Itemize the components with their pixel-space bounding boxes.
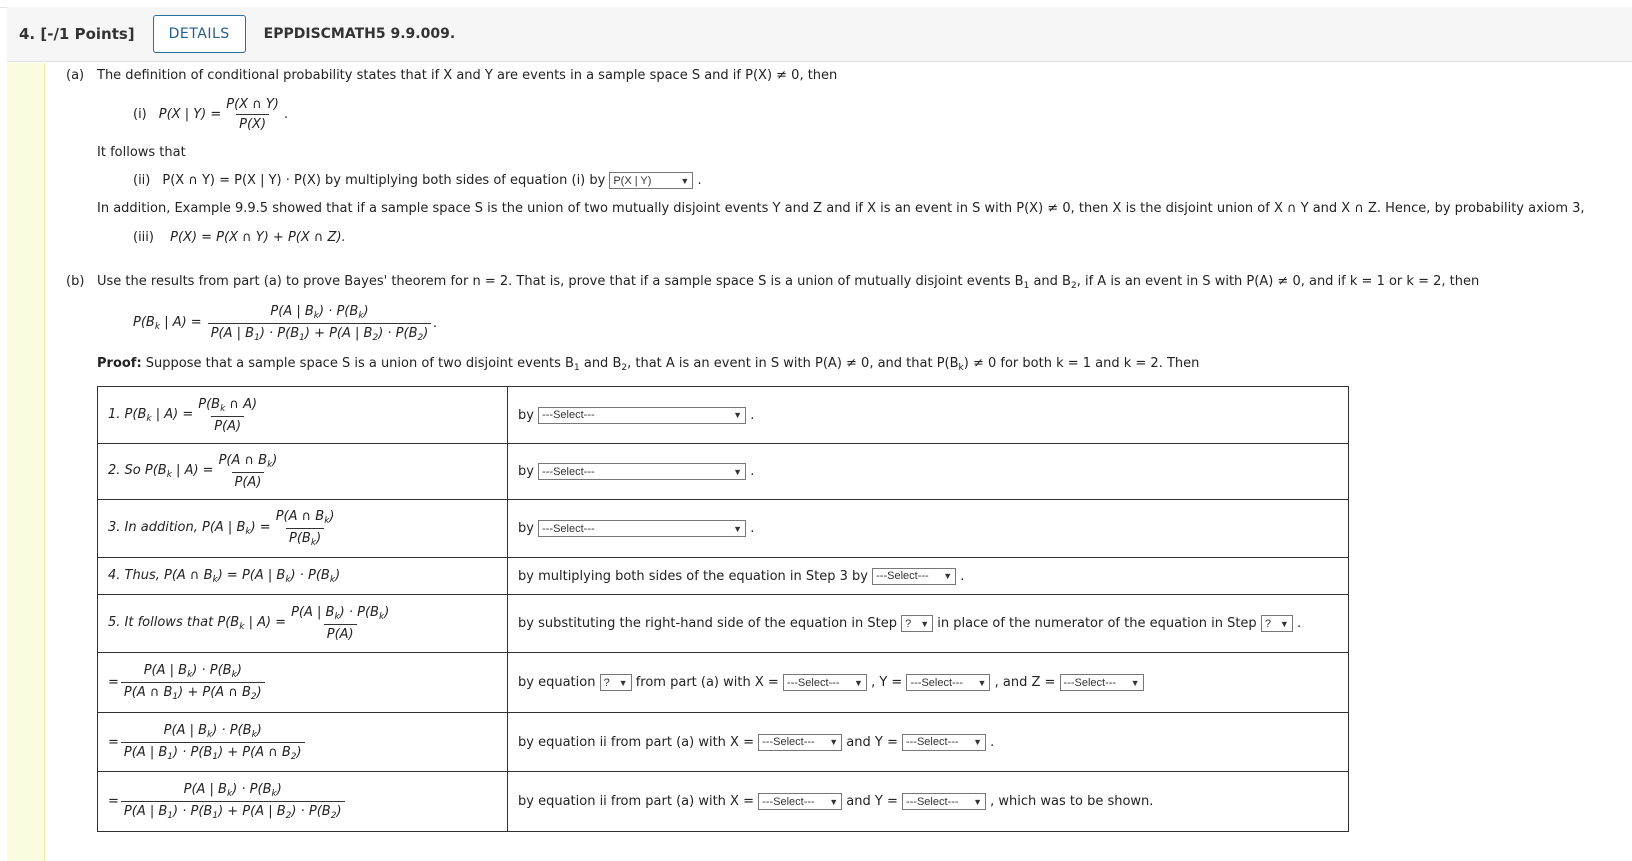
bayes-lhs: $P(B_k$ | A) =: [133, 315, 202, 332]
details-button[interactable]: DETAILS: [153, 15, 246, 53]
step-1-select[interactable]: ---Select--- ▼: [538, 407, 746, 424]
chevron-down-icon: ▼: [829, 796, 839, 807]
step-6-reason: by equation ? ▼ from part (a) with X = ---Select--- ▼ , Y = ---Select--- ▼ , and Z = ---Select--- ▼: [508, 653, 1349, 713]
equation-ii-text: P(X ∩ Y) = P(X | Y) · P(X) by multiplying both sides of equation (i) by: [162, 173, 606, 188]
chevron-down-icon: ▼: [733, 466, 743, 477]
proof-statement: Proof: Suppose that a sample space S is a union of two disjoint events $B_1$ and $B_2$, that A is an event in S with P(A) ≠ 0, and that $P(B_k) \ne 0$ for both k = 1 and k = 2. Then: [97, 356, 1200, 373]
chevron-down-icon: ▼: [1130, 677, 1140, 688]
chevron-down-icon: ▼: [618, 677, 628, 688]
chevron-down-icon: ▼: [973, 737, 982, 747]
step-1-statement: 1. $P(B_k$ | A) = $\frac{P(B_k \cap A)}{P(A)}$: [98, 387, 508, 444]
equation-iii-text: P(X) = P(X ∩ Y) + P(X ∩ Z).: [170, 230, 346, 245]
equation-ii-label: (ii): [133, 173, 151, 188]
equation-i: (i) P(X | Y) = $\frac{P(X \cap Y)}{P(X)}$ .: [133, 97, 289, 132]
step-6-equation-select[interactable]: ? ▼: [600, 674, 632, 691]
equation-i-numerator: P(X ∩ Y): [226, 97, 279, 112]
step-3-reason: by ---Select--- ▼ .: [508, 500, 1349, 558]
chevron-down-icon: ▼: [854, 677, 863, 688]
equation-i-label: (i): [133, 107, 147, 122]
table-row: [98, 500, 1349, 558]
table-row: [98, 595, 1349, 653]
step-7-reason: by equation ii from part (a) with X = ---Select--- ▼ and Y = ---Select--- ▼ .: [508, 713, 1349, 772]
bayes-fraction: $\frac{P(A | B_k) \cdot P(B_k)}{P(A | B_1) \cdot P(B_1) + P(A | B_2) \cdot P(B_2)}$: [208, 304, 432, 343]
table-row: [98, 558, 1349, 595]
follows-text: It follows that: [97, 145, 186, 160]
question-number: 4. [-/1 Points]: [19, 25, 135, 43]
question-id: EPPDISCMATH5 9.9.009.: [263, 26, 456, 42]
step-6-x-select[interactable]: ---Select--- ▼: [783, 674, 867, 691]
table-row: [98, 772, 1349, 832]
step-4-reason: by multiplying both sides of the equation in Step 3 by ---Select--- ▼ .: [508, 558, 1349, 595]
chevron-down-icon: ▼: [1279, 618, 1289, 629]
table-row: [98, 387, 1349, 444]
table-row: [98, 713, 1349, 772]
chevron-down-icon: ▼: [680, 175, 690, 186]
chevron-down-icon: ▼: [829, 737, 839, 747]
step-2-reason: by ---Select--- ▼ .: [508, 444, 1349, 500]
step-7-y-select[interactable]: ---Select--- ▼: [902, 734, 986, 751]
step-3-select[interactable]: ---Select--- ▼: [538, 520, 746, 537]
step-5-statement: 5. It follows that $P(B_k$ | A) = $\frac{P(A | B_k) \cdot P(B_k)}{P(A)}$: [98, 595, 508, 653]
addition-text: In addition, Example 9.9.5 showed that if a sample space S is the union of two mutually disjoint events Y and Z and if X is an event in S with P(X) ≠ 0, then X is the disjoint union of X ∩ Y and X ∩ Z. Hence, by probability axiom 3,: [97, 201, 1585, 216]
table-row: [98, 653, 1349, 713]
part-a-intro: The definition of conditional probability states that if X and Y are events in a sample space S and if P(X) ≠ 0, then: [97, 68, 838, 83]
equation-ii-select[interactable]: P(X | Y) ▼: [609, 172, 693, 189]
step-8-x-select[interactable]: ---Select--- ▼: [758, 793, 842, 810]
equation-i-denominator: P(X): [236, 114, 269, 132]
chevron-down-icon: ▼: [733, 523, 743, 534]
part-b-intro: Use the results from part (a) to prove Bayes' theorem for n = 2. That is, prove that if a sample space S is a union of mutually disjoint events $B_1$ and $B_2$, if A is an event in S with P(A) ≠ 0, and if k = 1 or k = 2, then: [97, 274, 1480, 291]
step-8-y-select[interactable]: ---Select--- ▼: [902, 793, 986, 810]
chevron-down-icon: ▼: [943, 571, 953, 581]
equation-iii-label: (iii): [133, 230, 154, 245]
part-a-label: (a): [66, 68, 85, 83]
step-5-reason: by substituting the right-hand side of the equation in Step ? ▼ in place of the numerator of the equation in Step ? ▼ .: [508, 595, 1349, 653]
step-7-statement: = $\frac{P(A | B_k) \cdot P(B_k)}{P(A | B_1) \cdot P(B_1) + P(A \cap B_2)}$: [98, 713, 508, 772]
equation-iii: [133, 230, 346, 245]
step-2-select[interactable]: ---Select--- ▼: [538, 463, 746, 480]
table-row: [98, 444, 1349, 500]
step-6-y-select[interactable]: ---Select--- ▼: [906, 674, 990, 691]
chevron-down-icon: ▼: [973, 796, 982, 807]
step-3-statement: 3. In addition, P(A | $B_k$) = $\frac{P(A \cap B_k)}{P(B_k)}$: [98, 500, 508, 558]
proof-table: [97, 386, 1349, 832]
equation-i-lhs: P(X | Y) =: [158, 107, 222, 122]
step-1-reason: by ---Select--- ▼ .: [508, 387, 1349, 444]
step-8-statement: = $\frac{P(A | B_k) \cdot P(B_k)}{P(A | B_1) \cdot P(B_1) + P(A | B_2) \cdot P(B_2)}$: [98, 772, 508, 832]
proof-label: Proof:: [97, 356, 142, 371]
step-7-x-select[interactable]: ---Select--- ▼: [758, 734, 842, 751]
question-header: [7, 7, 1632, 62]
chevron-down-icon: ▼: [977, 677, 987, 688]
step-5-select-a[interactable]: ? ▼: [901, 615, 933, 632]
step-4-statement: 4. Thus, P(A ∩ $B_k) = P(A$ | $B_k) \cdot P(B_k)$: [98, 558, 508, 595]
chevron-down-icon: ▼: [920, 618, 930, 629]
chevron-down-icon: ▼: [733, 410, 743, 420]
step-6-statement: = $\frac{P(A | B_k) \cdot P(B_k)}{P(A \cap B_1) + P(A \cap B_2)}$: [98, 653, 508, 713]
step-2-statement: 2. So $P(B_k$ | A) = $\frac{P(A \cap B_k)}{P(A)}$: [98, 444, 508, 500]
step-8-reason: by equation ii from part (a) with X = ---Select--- ▼ and Y = ---Select--- ▼ , which was to be shown.: [508, 772, 1349, 832]
step-6-z-select[interactable]: ---Select--- ▼: [1060, 674, 1144, 691]
equation-i-fraction: [223, 97, 282, 132]
step-5-select-b[interactable]: ? ▼: [1261, 615, 1293, 632]
part-b-label: (b): [66, 274, 85, 289]
bayes-formula: $P(B_k$ | A) = $\frac{P(A | B_k) \cdot P(B_k)}{P(A | B_1) \cdot P(B_1) + P(A | B_2) \cdot P(B_2)}$ .: [133, 304, 438, 343]
step-4-select[interactable]: ---Select--- ▼: [872, 568, 956, 585]
equation-ii: (ii) P(X ∩ Y) = P(X | Y) · P(X) by multiplying both sides of equation (i) by P(X | Y) ▼ .: [133, 173, 702, 188]
question-left-bar: [7, 63, 45, 861]
